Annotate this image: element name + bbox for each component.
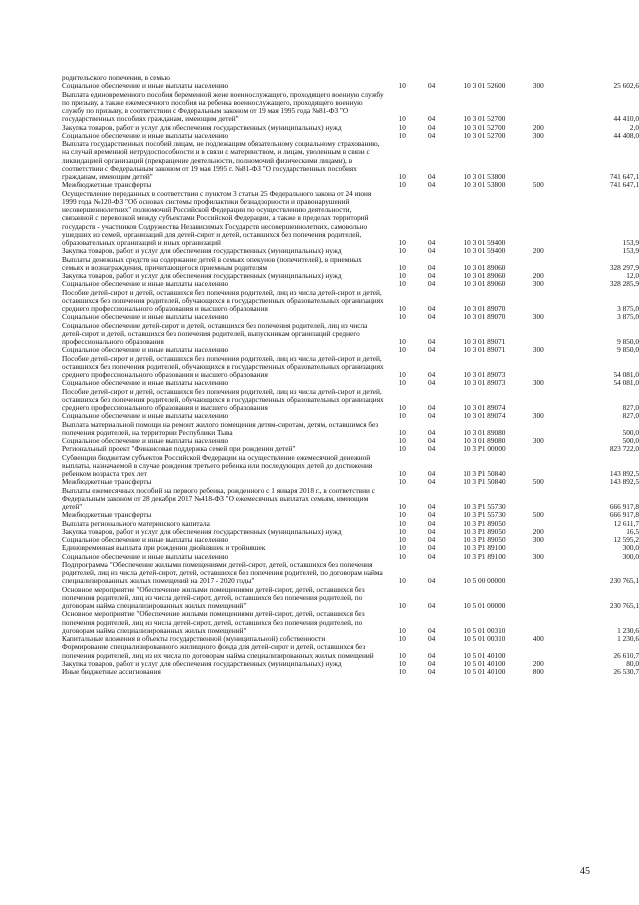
row-name: Осуществление переданных в соответствии с пунктом 3 статьи 25 Федерального закона от 24 июня 1999 года №120-ФЗ "Об основах системы профилактики безнадзорности и правонарушений несовершеннолетних" полномочий Российской Федерации по осуществлению деятельности, связанной с перевозкой между субъектами Российской Федерации, а также в пределах территорий государств - участников Содружества Независимых Государств несовершеннолетних, самовольно ушедших из семей, организаций для детей-сирот и детей, оставшихся без попечения родителей, образовательных организаций и иных организаций [62, 188, 372, 247]
row-name: Социальное обеспечение и иные выплаты населению [62, 535, 229, 544]
row-name: Социальное обеспечение и иные выплаты населению [62, 81, 229, 91]
row-expense-type [520, 140, 557, 181]
row-expense-type: 200 [532, 271, 544, 280]
row-subsection-code: 04 [427, 477, 436, 487]
row-target-article: 10 3 P1 00000 [463, 444, 506, 454]
row-target-article: 10 3 01 53800 [463, 180, 506, 190]
table-row [62, 668, 639, 676]
row-subsection-code: 04 [427, 625, 436, 635]
row-section-code: 10 [398, 535, 406, 544]
table-row [62, 91, 639, 124]
row-name: Межбюджетные трансферты [62, 477, 152, 487]
row-amount: 328 285,9 [609, 279, 639, 289]
row-name: Пособие детей-сирот и детей, оставшихся без попечения родителей, лиц из числа детей-сирот и детей, оставшихся без попечения родителей, обучающихся в государственных образовательных организациях среднего профессионального образования и высшего образования [62, 386, 384, 412]
row-name: Закупка товаров, работ и услуг для обеспечения государственных (муниципальных) нужд [62, 658, 342, 668]
row-name: Выплата единовременного пособия беременной жене военнослужащего, проходящего военную службу по призыву, а также ежемесячного пособия на ребенка военнослужащего, проходящего военную службу по призыву, в соответствии с Федеральным законом от 19 мая 1995 года №81-ФЗ "О государственных пособиях гражданам, имеющим детей" [62, 89, 384, 124]
table-row [62, 140, 639, 181]
row-amount: 80,0 [626, 658, 639, 668]
row-expense-type [520, 586, 557, 611]
row-amount: 143 892,5 [609, 469, 639, 478]
row-section-code: 10 [398, 238, 406, 247]
row-name: Социальное обеспечение и иные выплаты населению [62, 436, 229, 445]
row-name: Закупка товаров, работ и услуг для обеспечения государственных (муниципальных) нужд [62, 246, 342, 256]
row-name: Социальное обеспечение и иные выплаты населению [62, 312, 229, 322]
row-subsection-code: 04 [427, 130, 436, 140]
row-expense-type [520, 561, 557, 586]
row-target-article: 10 3 P1 89100 [463, 551, 506, 561]
row-section-code: 10 [398, 130, 406, 140]
row-section-code: 10 [398, 436, 406, 445]
row-expense-type [520, 421, 557, 438]
row-section-code: 10 [398, 543, 406, 553]
row-subsection-code: 04 [427, 337, 436, 346]
row-name: Пособие детей-сирот и детей, оставшихся без попечения родителей, лиц из числа детей-сирот и детей, оставшихся без попечения родителей, обучающихся в государственных образовательных организациях среднего профессионального образования и высшего образования [62, 353, 384, 379]
row-target-article: 10 3 01 52700 [463, 130, 506, 140]
row-target-article: 10 3 P1 89050 [463, 535, 506, 544]
row-section-code: 10 [398, 502, 406, 511]
row-target-article: 10 3 P1 89050 [463, 526, 506, 536]
row-target-article: 10 3 P1 89100 [463, 543, 506, 553]
row-section-code: 10 [398, 271, 406, 280]
row-amount: 300,0 [622, 551, 639, 561]
row-amount: 230 765,1 [609, 601, 639, 610]
row-section-code: 10 [398, 279, 406, 289]
row-name: Выплаты денежных средств на содержание детей в семьях опекунов (попечителей), в приемных семьях и вознаграждения, причитающегося приемным родителям [62, 254, 362, 272]
row-expense-type: 300 [532, 551, 544, 561]
row-section-code: 10 [398, 477, 406, 487]
row-expense-type: 800 [532, 667, 544, 676]
row-section-code: 10 [398, 551, 406, 561]
row-target-article: 10 3 01 89080 [463, 436, 506, 445]
row-expense-type: 500 [532, 180, 544, 190]
row-section-code: 10 [398, 469, 406, 478]
row-name: Социальное обеспечение и иные выплаты населению [62, 378, 229, 388]
row-target-article: 10 3 01 52700 [463, 122, 506, 132]
row-subsection-code: 04 [427, 279, 436, 289]
row-section-code: 10 [398, 378, 406, 388]
row-section-code: 10 [398, 518, 406, 528]
row-subsection-code: 04 [427, 122, 436, 132]
row-expense-type [520, 190, 557, 248]
row-subsection-code: 04 [427, 469, 436, 478]
row-amount: 1 230,6 [617, 625, 639, 635]
row-target-article: 10 3 P1 50840 [463, 469, 506, 478]
row-amount: 3 875,0 [617, 304, 639, 313]
row-subsection-code: 04 [427, 526, 436, 536]
row-subsection-code: 04 [427, 427, 436, 437]
row-expense-type: 200 [532, 122, 544, 132]
row-target-article: 10 3 01 89060 [463, 271, 506, 280]
row-expense-type [520, 487, 557, 512]
row-name: Выплата материальной помощи на ремонт жилого помещения детям-сиротам, детям, оставшимся без попечения родителей, на территории Республики Тыва [62, 419, 379, 437]
row-subsection-code: 04 [427, 518, 436, 528]
row-subsection-code: 04 [427, 378, 436, 388]
row-section-code: 10 [398, 304, 406, 313]
row-section-code: 10 [398, 526, 406, 536]
budget-table-body [62, 74, 639, 676]
row-section-code: 10 [398, 262, 406, 272]
row-expense-type: 300 [532, 312, 544, 322]
row-target-article: 10 3 01 89060 [463, 279, 506, 289]
row-expense-type: 200 [532, 246, 544, 256]
row-expense-type: 300 [532, 436, 544, 445]
row-target-article: 10 5 01 40100 [463, 658, 506, 668]
row-amount: 328 297,9 [609, 262, 639, 272]
row-target-article: 10 5 01 00310 [463, 634, 506, 643]
row-amount: 2,0 [629, 122, 639, 132]
row-subsection-code: 04 [427, 543, 436, 553]
row-target-article: 10 3 P1 55730 [463, 502, 506, 511]
row-subsection-code: 04 [427, 411, 436, 421]
row-expense-type [520, 610, 557, 635]
row-name: Выплата регионального материнского капитала [62, 518, 210, 528]
row-expense-type: 300 [532, 130, 544, 140]
row-section-code: 10 [398, 650, 406, 660]
row-subsection-code: 04 [427, 271, 436, 280]
row-expense-type [520, 256, 557, 273]
row-name: Социальное обеспечение и иные выплаты населению [62, 411, 229, 421]
row-name: Социальное обеспечение и иные выплаты населению [62, 551, 229, 561]
row-section-code: 10 [398, 180, 406, 190]
row-name: Социальное обеспечение и иные выплаты населению [62, 279, 229, 289]
row-target-article: 10 3 01 59400 [463, 238, 506, 247]
row-name: родительского попечения, в семью [62, 73, 170, 82]
row-amount: 741 647,1 [609, 172, 639, 181]
row-amount: 54 081,0 [613, 370, 639, 379]
table-row [62, 289, 639, 314]
row-amount: 9 850,0 [617, 337, 639, 346]
table-row [62, 487, 639, 512]
row-target-article: 10 3 01 89073 [463, 370, 506, 379]
row-section-code: 10 [398, 634, 406, 643]
row-subsection-code: 04 [427, 304, 436, 313]
row-expense-type: 300 [532, 535, 544, 544]
row-subsection-code: 04 [427, 634, 436, 643]
row-target-article: 10 5 01 40100 [463, 650, 506, 660]
row-amount: 666 917,8 [609, 510, 639, 520]
row-section-code: 10 [398, 658, 406, 668]
row-name: Выплаты ежемесячных пособий на первого ребенка, рожденного с 1 января 2018 г., в соответствии с Федеральным законом от 28 декабря 2017 №418-ФЗ "О ежемесячных выплатах семьям, имеющим детей" [62, 485, 375, 511]
row-name: Социальное обеспечение и иные выплаты населению [62, 130, 229, 140]
row-section-code: 10 [398, 114, 406, 124]
row-subsection-code: 04 [427, 667, 436, 676]
row-subsection-code: 04 [427, 576, 436, 586]
row-subsection-code: 04 [427, 510, 436, 520]
row-expense-type: 500 [532, 477, 544, 487]
row-subsection-code: 04 [427, 502, 436, 511]
table-row [62, 421, 639, 438]
row-subsection-code: 04 [427, 312, 436, 322]
row-subsection-code: 04 [427, 551, 436, 561]
row-subsection-code: 04 [427, 81, 436, 91]
row-amount: 26 610,7 [613, 650, 639, 660]
row-amount: 823 722,0 [609, 444, 639, 454]
table-row [62, 561, 639, 586]
table-row [62, 643, 639, 660]
row-target-article: 10 3 01 59400 [463, 246, 506, 256]
table-row [62, 190, 639, 248]
row-amount: 153,9 [622, 246, 639, 256]
table-row [62, 322, 639, 347]
row-name: Закупка товаров, работ и услуг для обеспечения государственных (муниципальных) нужд [62, 526, 342, 536]
row-section-code: 10 [398, 576, 406, 586]
row-name: Капитальные вложения в объекты государственной (муниципальной) собственности [62, 634, 326, 643]
row-target-article: 10 5 01 40100 [463, 667, 506, 676]
row-section-code: 10 [398, 370, 406, 379]
row-expense-type [520, 388, 557, 413]
budget-table [62, 74, 639, 676]
row-expense-type [520, 454, 557, 479]
row-target-article: 10 3 P1 55730 [463, 510, 506, 520]
row-subsection-code: 04 [427, 180, 436, 190]
row-target-article: 10 3 01 89071 [463, 337, 506, 346]
row-subsection-code: 04 [427, 370, 436, 379]
row-target-article: 10 3 01 89073 [463, 378, 506, 388]
row-expense-type [520, 91, 557, 124]
row-amount: 12,0 [626, 271, 639, 280]
table-row [62, 610, 639, 635]
row-section-code: 10 [398, 625, 406, 635]
row-name: Закупка товаров, работ и услуг для обеспечения государственных (муниципальных) нужд [62, 271, 342, 280]
row-amount: 44 410,0 [613, 114, 639, 124]
row-name: Основное мероприятие "Обеспечение жилыми помещениями детей-сирот, детей, оставшихся без попечения родителей, лиц из числа детей-сирот, детей, оставшихся без попечения родителей, по договорам найма специализированных жилых помещений" [62, 609, 365, 635]
row-target-article: 10 5 00 00000 [463, 576, 506, 586]
row-name: Межбюджетные трансферты [62, 510, 152, 520]
row-section-code: 10 [398, 601, 406, 610]
row-expense-type: 200 [532, 526, 544, 536]
row-target-article: 10 3 P1 50840 [463, 477, 506, 487]
row-section-code: 10 [398, 172, 406, 181]
row-amount: 12 595,2 [613, 535, 639, 544]
row-section-code: 10 [398, 510, 406, 520]
row-name: Единовременная выплата при рождении двойняшек и тройняшек [62, 543, 266, 553]
row-name: Региональный проект "Финансовая поддержка семей при рождении детей" [62, 444, 296, 454]
row-name: Выплата государственных пособий лицам, не подлежащим обязательному социальному страхованию, на случай временной нетрудоспособности и в связи с материнством, и лицам, уволенным в связи с ликвидацией организаций (прекращение деятельности, полномочий физическими лицами), в соответствии с Федеральным законом от 19 мая 1995 г. №81-ФЗ "О государственных пособиях гражданам, имеющим детей" [62, 139, 380, 181]
row-target-article: 10 3 01 89070 [463, 312, 506, 322]
row-name: Пособие детей-сирот и детей, оставшихся без попечения родителей, лиц из числа детей-сирот и детей, оставшихся без попечения родителей, обучающихся в государственных образовательных организациях среднего профессионального образования и высшего образования [62, 287, 384, 313]
row-amount: 26 530,7 [613, 667, 639, 676]
row-amount: 153,9 [622, 238, 639, 247]
row-target-article: 10 3 01 89074 [463, 411, 506, 421]
row-amount: 500,0 [622, 427, 639, 437]
row-subsection-code: 04 [427, 238, 436, 247]
row-subsection-code: 04 [427, 403, 436, 412]
row-section-code: 10 [398, 345, 406, 355]
row-name: Социальное обеспечение и иные выплаты населению [62, 345, 229, 355]
row-subsection-code: 04 [427, 172, 436, 181]
row-section-code: 10 [398, 444, 406, 454]
row-target-article: 10 5 01 00310 [463, 625, 506, 635]
row-target-article: 10 3 01 89074 [463, 403, 506, 412]
row-expense-type: 500 [532, 510, 544, 520]
row-name: Субвенции бюджетам субъектов Российской Федерации на осуществление ежемесячной денежной выплаты, назначаемой в случае рождения третьего ребенка или последующих детей до достижения ребенком возраста трех лет [62, 452, 373, 478]
row-expense-type: 300 [532, 81, 544, 91]
row-subsection-code: 04 [427, 444, 436, 454]
row-subsection-code: 04 [427, 658, 436, 668]
row-section-code: 10 [398, 403, 406, 412]
row-name: Социальное обеспечение детей-сирот и детей, оставшихся без попечения родителей, лиц из числа детей-сирот и детей, оставшихся без попечения родителей, выпускникам организаций среднего профессионального образования [62, 320, 368, 346]
row-subsection-code: 04 [427, 246, 436, 256]
row-name: Основное мероприятие "Обеспечение жилыми помещениями детей-сирот, детей, оставшихся без попечения родителей, лиц из числа детей-сирот, детей, оставшихся без попечения родителей, по договорам найма специализированных жилых помещений" [62, 584, 365, 610]
row-name: Межбюджетные трансферты [62, 180, 152, 190]
row-expense-type: 300 [532, 378, 544, 388]
row-amount: 500,0 [622, 436, 639, 445]
row-target-article: 10 3 01 89060 [463, 262, 506, 272]
table-row [62, 355, 639, 380]
row-expense-type [520, 289, 557, 314]
row-target-article: 10 3 01 89080 [463, 427, 506, 437]
row-amount: 9 850,0 [617, 345, 639, 355]
row-amount: 44 408,0 [613, 130, 639, 140]
row-amount: 741 647,1 [609, 180, 639, 190]
row-expense-type: 300 [532, 279, 544, 289]
page-number: 45 [580, 866, 590, 877]
row-name: Формирование специализированного жилищного фонда для детей-сирот и детей, оставшихся без попечения родителей, лиц из их числа по договорам найма специализированных жилых помещений [62, 642, 374, 660]
row-name: Иные бюджетные ассигнования [62, 667, 161, 676]
row-section-code: 10 [398, 667, 406, 676]
row-section-code: 10 [398, 427, 406, 437]
row-amount: 827,0 [622, 411, 639, 421]
row-section-code: 10 [398, 122, 406, 132]
row-amount: 230 765,1 [609, 576, 639, 586]
row-section-code: 10 [398, 81, 406, 91]
row-name: Закупка товаров, работ и услуг для обеспечения государственных (муниципальных) нужд [62, 122, 342, 132]
row-target-article: 10 3 01 89070 [463, 304, 506, 313]
row-target-article: 10 3 01 53800 [463, 172, 506, 181]
row-amount: 54 081,0 [613, 378, 639, 388]
row-expense-type [520, 322, 557, 347]
row-amount: 25 602,6 [613, 81, 639, 91]
row-amount: 3 875,0 [617, 312, 639, 322]
row-expense-type [520, 643, 557, 660]
row-name: Подпрограмма "Обеспечение жилыми помещениями детей-сирот, детей, оставшихся без попечения родителей, лиц из числа детей-сирот, детей, оставшихся без попечения родителей, по договорам найма специализированных жилых помещений на 2017 - 2020 годы" [62, 559, 383, 586]
row-amount: 827,0 [622, 403, 639, 412]
row-target-article: 10 3 01 89071 [463, 345, 506, 355]
row-subsection-code: 04 [427, 345, 436, 355]
table-row [62, 256, 639, 273]
row-subsection-code: 04 [427, 114, 436, 124]
row-expense-type: 200 [532, 658, 544, 668]
row-subsection-code: 04 [427, 436, 436, 445]
row-section-code: 10 [398, 411, 406, 421]
row-subsection-code: 04 [427, 262, 436, 272]
row-section-code: 10 [398, 246, 406, 256]
row-amount: 1 230,6 [617, 634, 639, 643]
row-amount: 300,0 [622, 543, 639, 553]
row-subsection-code: 04 [427, 601, 436, 610]
table-row [62, 586, 639, 611]
row-amount: 143 892,5 [609, 477, 639, 487]
row-target-article: 10 3 01 52700 [463, 114, 506, 124]
row-subsection-code: 04 [427, 650, 436, 660]
row-expense-type [520, 445, 557, 453]
row-amount: 666 917,8 [609, 502, 639, 511]
table-row [62, 388, 639, 413]
row-section-code: 10 [398, 337, 406, 346]
row-expense-type: 400 [532, 634, 544, 643]
row-target-article: 10 5 01 00000 [463, 601, 506, 610]
row-expense-type: 300 [532, 411, 544, 421]
row-target-article: 10 3 P1 89050 [463, 518, 506, 528]
row-expense-type: 300 [532, 345, 544, 355]
row-target-article: 10 3 01 52600 [463, 81, 506, 91]
row-expense-type [520, 355, 557, 380]
row-section-code: 10 [398, 312, 406, 322]
row-subsection-code: 04 [427, 535, 436, 544]
row-amount: 12 611,7 [613, 518, 639, 528]
table-row [62, 454, 639, 479]
row-amount: 16,5 [626, 526, 639, 536]
